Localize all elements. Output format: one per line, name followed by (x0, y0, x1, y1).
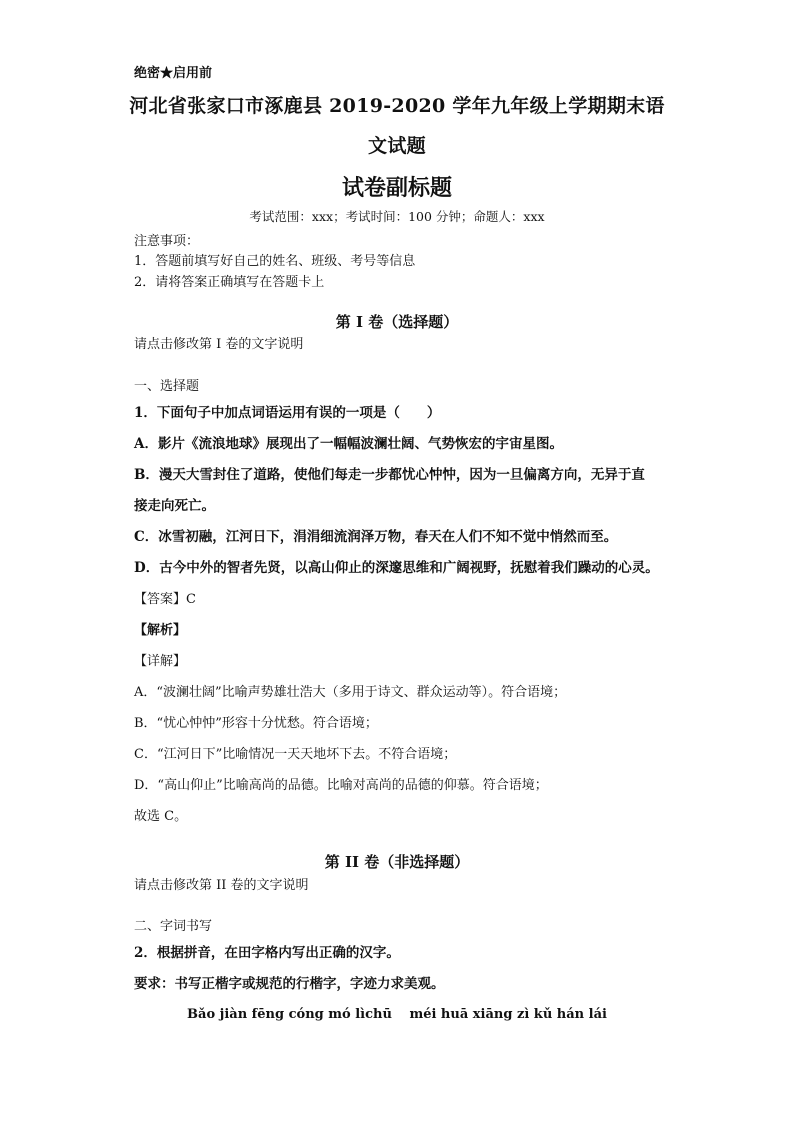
explanation-c: C．“江河日下”比喻情况一天天地坏下去。不符合语境； (134, 747, 457, 762)
note-item-2: 2．请将答案正确填写在答题卡上 (134, 275, 325, 290)
pinyin-line: Bǎo jiàn fēng cóng mó lìchū méi huā xiāng zì kǔ hán lái (187, 1007, 607, 1022)
title-line-1: 河北省张家口市涿鹿县 2019-2020 学年九年级上学期期末语 (129, 95, 665, 117)
analysis-label: 【解析】 (134, 623, 187, 638)
part2-title: 第 II 卷（非选择题） (324, 853, 470, 871)
part1-desc: 请点击修改第 I 卷的文字说明 (134, 337, 304, 352)
option-b: B．漫天大雪封住了道路，使他们每走一步都忧心忡忡，因为一旦偏离方向，无异于直 (134, 467, 645, 483)
subtitle: 试卷副标题 (341, 175, 452, 201)
note-item-1: 1．答题前填写好自己的姓名、班级、考号等信息 (134, 254, 416, 269)
answer: 【答案】C (134, 592, 196, 607)
notes-heading: 注意事项： (134, 234, 200, 249)
detail-label: 【详解】 (134, 654, 187, 669)
title-line-2: 文试题 (368, 135, 426, 157)
explanation-a: A．“波澜壮阔”比喻声势雄壮浩大（多用于诗文、群众运动等）。符合语境； (134, 685, 567, 700)
conclusion: 故选 C。 (134, 809, 188, 824)
secret-label: 绝密★启用前 (134, 66, 213, 81)
requirement: 要求：书写正楷字或规范的行楷字，字迹力求美观。 (134, 976, 445, 992)
explanation-d: D．“高山仰止”比喻高尚的品德。比喻对高尚的品德的仰慕。符合语境； (134, 778, 548, 793)
option-d: D．古今中外的智者先贤，以高山仰止的深邃思维和广阔视野，抚慰着我们躁动的心灵。 (134, 560, 659, 576)
section-writing: 二、字词书写 (134, 919, 213, 934)
part1-title: 第 I 卷（选择题） (335, 313, 459, 331)
part2-desc: 请点击修改第 II 卷的文字说明 (134, 878, 309, 893)
option-c: C．冰雪初融，江河日下，涓涓细流润泽万物，春天在人们不知不觉中悄然而至。 (134, 529, 618, 545)
question-1: 1．下面句子中加点词语运用有误的一项是（ ） (134, 405, 441, 421)
explanation-b: B．“忧心忡忡”形容十分忧愁。符合语境； (134, 716, 378, 731)
question-2: 2．根据拼音，在田字格内写出正确的汉字。 (134, 945, 400, 961)
option-a: A．影片《流浪地球》展现出了一幅幅波澜壮阔、气势恢宏的宇宙星图。 (134, 436, 563, 452)
exam-meta: 考试范围：xxx；考试时间：100 分钟；命题人：xxx (249, 209, 545, 224)
section-choice: 一、选择题 (134, 379, 200, 394)
option-b-cont: 接走向死亡。 (134, 498, 215, 514)
